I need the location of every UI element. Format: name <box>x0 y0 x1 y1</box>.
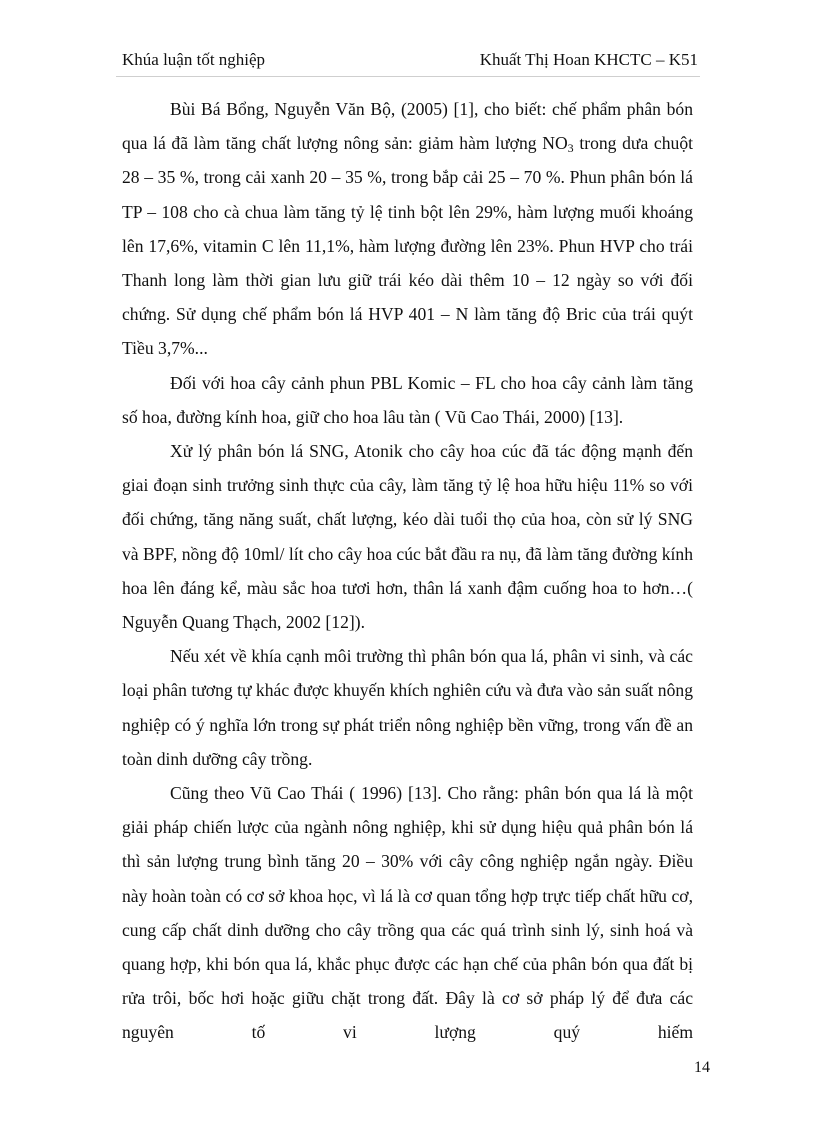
header-thesis-label: Khúa luận tốt nghiệp <box>122 50 266 69</box>
paragraph-1 <box>122 92 693 366</box>
document-body <box>122 92 693 1050</box>
paragraph-1-text-a: Bùi Bá Bổng, Nguyễn Văn Bộ, (2005) [1], cho biết: chế phẩm phân bón qua lá đã làm tăng chất lượng nông sản: giảm hàm lượng NO <box>122 99 693 154</box>
paragraph-2: Đối với hoa cây cảnh phun PBL Komic – FL cho hoa cây cảnh làm tăng số hoa, đường kính hoa, giữ cho hoa lâu tàn ( Vũ Cao Thái, 2000) [13]. <box>122 372 693 427</box>
subscript-3: 3 <box>567 141 574 156</box>
header-author: Khuất Thị Hoan KHCTC – K51 <box>479 50 698 69</box>
paragraph-3: Xử lý phân bón lá SNG, Atonik cho cây hoa cúc đã tác động mạnh đến giai đoạn sinh trưởng sinh thực của cây, làm tăng tỷ lệ hoa hữu hiệu 11% so với đối chứng, tăng năng suất, chất lượng, kéo dài tuổi thọ của hoa, còn sử lý SNG và BPF, nồng độ 10ml/ lít cho cây hoa cúc bắt đầu ra nụ, đã làm tăng đường kính hoa lên đáng kể, màu sắc hoa tươi hơn, thân lá xanh đậm cuống hoa to hơn…( Nguyễn Quang Thạch, 2002 [12]). <box>122 441 693 633</box>
paragraph-5: Cũng theo Vũ Cao Thái ( 1996) [13]. Cho rằng: phân bón qua lá là một giải pháp chiến lược của ngành nông nghiệp, khi sử dụng hiệu quả phân bón lá thì sản lượng trung bình tăng 20 – 30% với cây công nghiệp ngắn ngày. Điều này hoàn toàn có cơ sở khoa học, vì lá là cơ quan tổng hợp trực tiếp chất hữu cơ, cung cấp chất dinh dưỡng cho cây trồng qua các quá trình sinh lý, sinh hoá và quang hợp, khi bón qua lá, khắc phục được các hạn chế của phân bón qua đất bị rửa trôi, bốc hơi hoặc giữu chặt trong đất. Đây là cơ sở pháp lý để đưa các nguyên tố vi lượng quý hiếm <box>122 783 693 1043</box>
page-header <box>122 48 698 76</box>
page-number: 14 <box>694 1059 710 1076</box>
paragraph-4: Nếu xét về khía cạnh môi trường thì phân bón qua lá, phân vi sinh, và các loại phân tương tự khác được khuyến khích nghiên cứu và đưa vào sản suất nông nghiệp có ý nghĩa lớn trong sự phát triển nông nghiệp bền vững, trong vấn đề an toàn dinh dưỡng cây trồng. <box>122 646 693 769</box>
paragraph-1-text-b: trong dưa chuột 28 – 35 %, trong cải xanh 20 – 35 %, trong bắp cải 25 – 70 %. Phun phân bón lá TP – 108 cho cà chua làm tăng tỷ lệ tinh bột lên 29%, hàm lượng muối khoáng lên 17,6%, vitamin C lên 11,1%, hàm lượng đường lên 23%. Phun HVP cho trái Thanh long làm thời gian lưu giữ trái kéo dài thêm 10 – 12 ngày so với đối chứng. Sử dụng chế phẩm bón lá HVP 401 – N làm tăng độ Bric của trái quýt Tiều 3,7%... <box>122 133 694 359</box>
header-divider <box>116 76 700 77</box>
